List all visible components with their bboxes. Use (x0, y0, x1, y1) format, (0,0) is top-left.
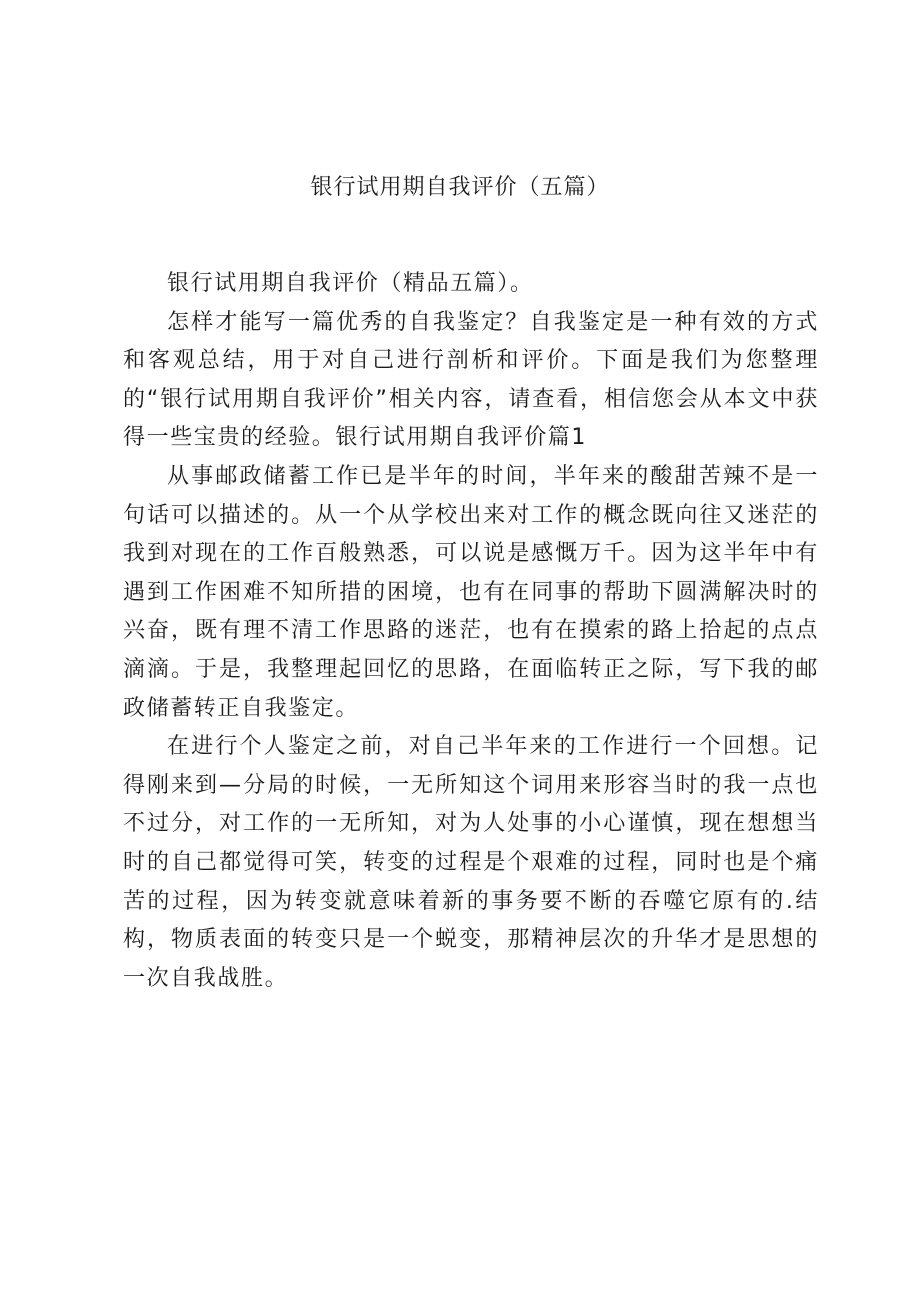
paragraph-reflection: 在进行个人鉴定之前，对自己半年来的工作进行一个回想。记得刚来到—分局的时候，一无所知这个词用来形容当时的我一点也不过分，对工作的一无所知，对为人处事的小心谨慎，现在想想当时的自己都觉得可笑，转变的过程是个艰难的过程，同时也是个痛苦的过程，因为转变就意味着新的事务要不断的吞噬它原有的.结构，物质表面的转变只是一个蜕变，那精神层次的升华才是思想的一次自我战胜。 (123, 734, 819, 991)
paragraph-intro: 银行试用期自我评价（精品五篇）。 (167, 271, 534, 296)
document-body (123, 265, 819, 998)
paragraph-preface: 怎样才能写一篇优秀的自我鉴定？自我鉴定是一种有效的方式和客观总结，用于对自己进行剖析和评价。下面是我们为您整理的“银行试用期自我评价”相关内容，请查看，相信您会从本文中获得一些宝贵的经验。银行试用期自我评价篇1 (123, 309, 819, 451)
paragraph-experience: 从事邮政储蓄工作已是半年的时间，半年来的酸甜苦辣不是一句话可以描述的。从一个从学校出来对工作的概念既向往又迷茫的我到对现在的工作百般熟悉，可以说是感慨万千。因为这半年中有遇到工作困难不知所措的困境，也有在同事的帮助下圆满解决时的兴奋，既有理不清工作思路的迷茫，也有在摸索的路上拾起的点点滴滴。于是，我整理起回忆的思路，在面临转正之际，写下我的邮政储蓄转正自我鉴定。 (123, 463, 819, 721)
document-title: 银行试用期自我评价（五篇） (310, 175, 610, 200)
